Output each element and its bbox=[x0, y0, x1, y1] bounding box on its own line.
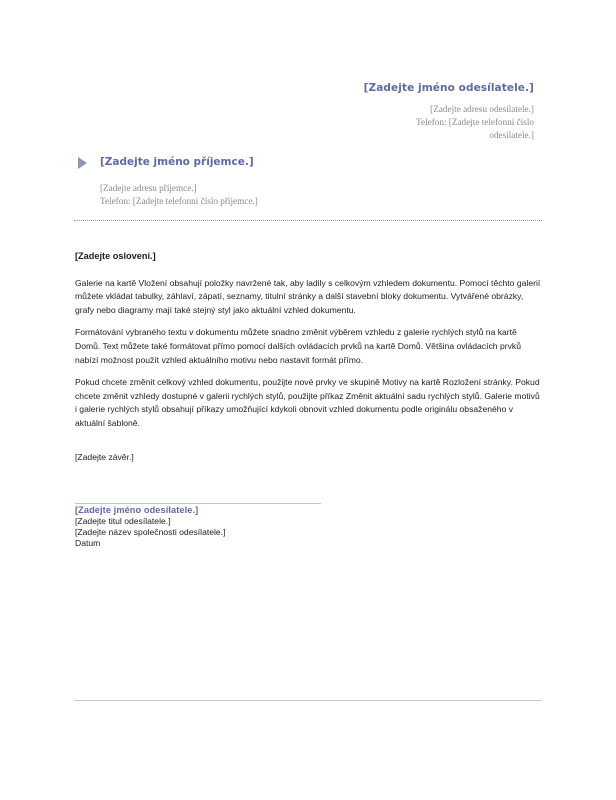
body-paragraph-3[interactable]: Pokud chcete změnit celkový vzhled dokumentu, použijte nové prvky ve skupině Motivy na kartě Rozložení stránky. Pokud chcete změnit vzhledy dostupné v galerii rychlých stylů, použijte příkaz Změnit aktuální sadu rychlých stylů. Galerie motivů i galerie rychlých stylů obsahují příkazy umožňující kdykoli obnovit vzhled dokumentu podle originálu obsaženého v aktuální šabloně. bbox=[75, 377, 540, 428]
recipient-phone-line[interactable]: Telefon: [Zadejte telefonní číslo příjemce.] bbox=[100, 196, 258, 206]
salutation[interactable]: [Zadejte oslovení.] bbox=[75, 251, 156, 261]
signature-divider bbox=[75, 503, 321, 504]
sender-block bbox=[364, 82, 534, 142]
signature-date[interactable]: Datum bbox=[75, 538, 101, 548]
header-divider bbox=[74, 220, 542, 221]
signature-title[interactable]: [Zadejte titul odesílatele.] bbox=[75, 516, 171, 526]
body-paragraph-1[interactable]: Galerie na kartě Vložení obsahují položky navržené tak, aby ladily s celkovým vzhledem dokumentu. Pomocí těchto galerií můžete vkládat tabulky, záhlaví, zápatí, seznamy, titulní stránky a další stavební bloky dokumentu. Vytvářené obrázky, grafy nebo diagramy mají také stejný styl jako aktuální vzhled dokumentu. bbox=[75, 277, 541, 315]
arrow-icon bbox=[78, 157, 87, 169]
signature-block bbox=[75, 505, 321, 549]
sender-address-line[interactable]: [Zadejte adresu odesílatele.] bbox=[430, 104, 534, 114]
body-paragraph-2[interactable]: Formátování vybraného textu v dokumentu můžete snadno změnit výběrem vzhledu z galerie rychlých stylů na kartě Domů. Text můžete také formátovat přímo pomocí dalších ovládacích prvků na kartě Domů. Většina ovládacích prvků nabízí možnost použít vzhled aktuálního motivu nebo nastavit formát přímo. bbox=[75, 327, 521, 365]
signature-company[interactable]: [Zadejte název společnosti odesílatele.] bbox=[75, 527, 226, 537]
letter-body bbox=[75, 250, 543, 464]
footer-divider bbox=[74, 700, 542, 701]
recipient-name[interactable]: [Zadejte jméno příjemce.] bbox=[100, 156, 254, 168]
closing[interactable]: [Zadejte závěr.] bbox=[75, 451, 134, 462]
sender-phone-line[interactable]: Telefon: [Zadejte telefonní číslo bbox=[416, 117, 534, 127]
recipient-address-line[interactable]: [Zadejte adresu příjemce.] bbox=[100, 183, 197, 193]
sender-name[interactable]: [Zadejte jméno odesílatele.] bbox=[363, 82, 534, 94]
signature-name[interactable]: [Zadejte jméno odesílatele.] bbox=[75, 505, 199, 515]
sender-address bbox=[364, 103, 534, 142]
sender-phone-line-continued[interactable]: odesílatele.] bbox=[489, 130, 534, 140]
recipient-address bbox=[100, 182, 258, 208]
